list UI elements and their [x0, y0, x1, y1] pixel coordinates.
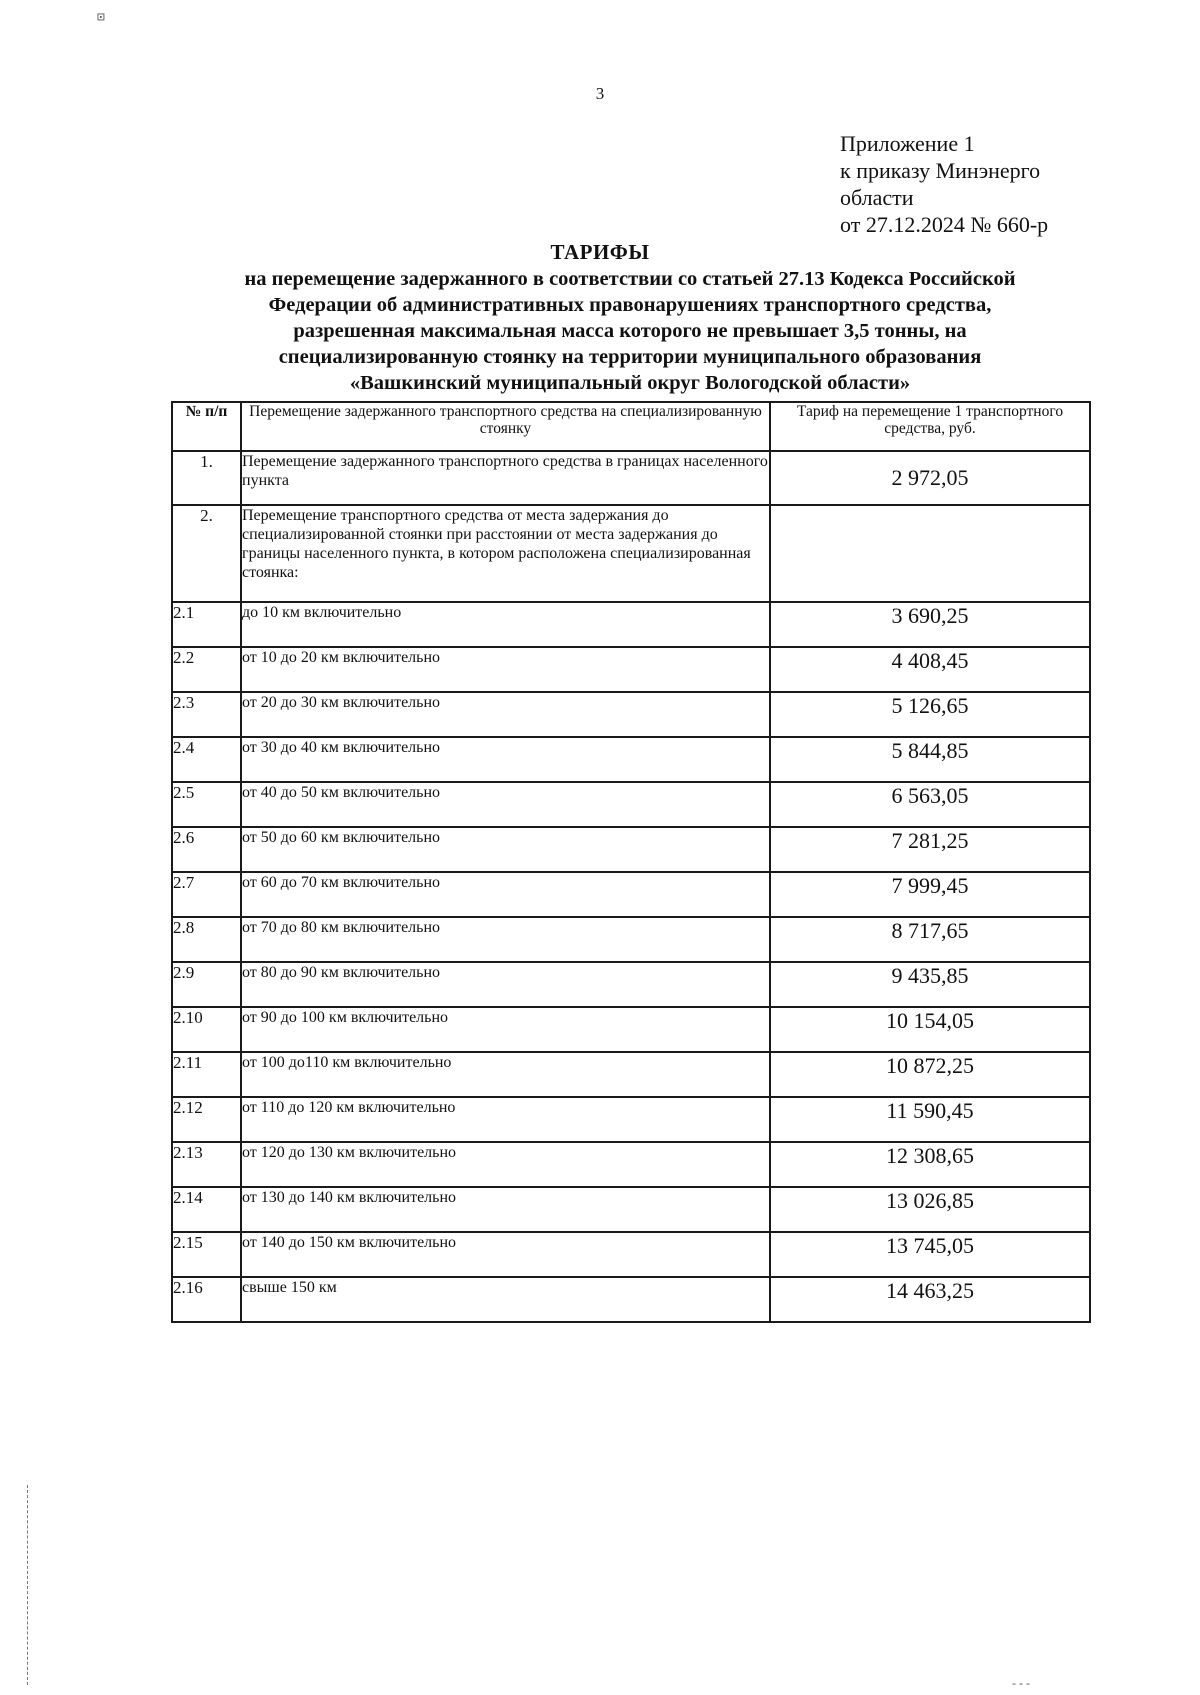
table-row [172, 1097, 1090, 1142]
table-row [172, 505, 1090, 602]
table-row [172, 692, 1090, 737]
row-number: 2.12 [172, 1097, 241, 1142]
appendix-line: к приказу Минэнерго [840, 158, 1041, 183]
row-price: 5 126,65 [770, 692, 1090, 737]
row-number: 2.1 [172, 602, 241, 647]
row-number: 2.10 [172, 1007, 241, 1052]
row-description: от 80 до 90 км включительно [241, 962, 770, 1007]
row-number: 1. [172, 451, 241, 505]
table-row [172, 1007, 1090, 1052]
row-price: 9 435,85 [770, 962, 1090, 1007]
row-description: от 60 до 70 км включительно [241, 872, 770, 917]
document-title: ТАРИФЫ [550, 240, 650, 264]
document-subtitle [150, 266, 1110, 396]
subtitle-line: Федерации об административных правонарушениях транспортного средства, [268, 294, 992, 316]
row-number: 2.5 [172, 782, 241, 827]
row-number: 2.2 [172, 647, 241, 692]
row-description: Перемещение задержанного транспортного средства в границах населенного пункта [241, 451, 770, 505]
table-row [172, 647, 1090, 692]
row-price: 14 463,25 [770, 1277, 1090, 1322]
subtitle-line: «Вашкинский муниципальный округ Вологодской области» [349, 372, 911, 394]
appendix-block [840, 130, 1048, 238]
table-header-row [172, 402, 1090, 451]
table-row [172, 602, 1090, 647]
row-price: 4 408,45 [770, 647, 1090, 692]
row-description: от 70 до 80 км включительно [241, 917, 770, 962]
row-number: 2.14 [172, 1187, 241, 1232]
table-row [172, 917, 1090, 962]
row-number: 2.6 [172, 827, 241, 872]
row-description: до 10 км включительно [241, 602, 770, 647]
row-price: 2 972,05 [770, 451, 1090, 505]
row-number: 2.13 [172, 1142, 241, 1187]
table-row [172, 451, 1090, 505]
appendix-line: Приложение 1 [840, 131, 975, 156]
row-price: 10 872,25 [770, 1052, 1090, 1097]
row-description: свыше 150 км [241, 1277, 770, 1322]
row-number: 2.9 [172, 962, 241, 1007]
table-row [172, 1142, 1090, 1187]
row-number: 2.3 [172, 692, 241, 737]
row-description: от 40 до 50 км включительно [241, 782, 770, 827]
row-description: от 30 до 40 км включительно [241, 737, 770, 782]
row-description: от 50 до 60 км включительно [241, 827, 770, 872]
row-number: 2.15 [172, 1232, 241, 1277]
row-description: от 130 до 140 км включительно [241, 1187, 770, 1232]
row-number: 2.4 [172, 737, 241, 782]
scan-corner-mark: ⊡ [97, 10, 105, 25]
table-row [172, 1052, 1090, 1097]
row-description: Перемещение транспортного средства от места задержания до специализированной стоянки при расстоянии от места задержания до границы населенного пункта, в котором расположена специализированная стоянка: [241, 505, 770, 602]
row-number: 2. [172, 505, 241, 602]
page-number: 3 [595, 84, 605, 103]
row-price: 8 717,65 [770, 917, 1090, 962]
row-number: 2.11 [172, 1052, 241, 1097]
row-price: 7 999,45 [770, 872, 1090, 917]
subtitle-line: специализированную стоянку на территории муниципального образования [278, 346, 982, 368]
row-description: от 90 до 100 км включительно [241, 1007, 770, 1052]
row-description: от 140 до 150 км включительно [241, 1232, 770, 1277]
row-price: 7 281,25 [770, 827, 1090, 872]
subtitle-line: на перемещение задержанного в соответствии со статьей 27.13 Кодекса Российской [244, 268, 1016, 290]
row-number: 2.16 [172, 1277, 241, 1322]
row-price: 11 590,45 [770, 1097, 1090, 1142]
header-price: Тариф на перемещение 1 транспортного средства, руб. [770, 402, 1090, 451]
subtitle-line: разрешенная максимальная масса которого не превышает 3,5 тонны, на [293, 320, 967, 342]
row-price: 13 026,85 [770, 1187, 1090, 1232]
row-price: 12 308,65 [770, 1142, 1090, 1187]
table-row [172, 1187, 1090, 1232]
row-price: 13 745,05 [770, 1232, 1090, 1277]
row-price: 10 154,05 [770, 1007, 1090, 1052]
row-number: 2.7 [172, 872, 241, 917]
table-row [172, 827, 1090, 872]
row-description: от 110 до 120 км включительно [241, 1097, 770, 1142]
scan-margin-line [27, 1485, 28, 1685]
row-price: 3 690,25 [770, 602, 1090, 647]
row-description: от 120 до 130 км включительно [241, 1142, 770, 1187]
scan-footer-mark: - - - [1012, 1676, 1030, 1690]
row-description: от 100 до110 км включительно [241, 1052, 770, 1097]
table-row [172, 737, 1090, 782]
table-row [172, 962, 1090, 1007]
appendix-line: от 27.12.2024 № 660-р [840, 212, 1049, 237]
header-description: Перемещение задержанного транспортного средства на специализированную стоянку [241, 402, 770, 451]
row-description: от 20 до 30 км включительно [241, 692, 770, 737]
table-row [172, 782, 1090, 827]
appendix-line: области [840, 185, 914, 210]
table-row [172, 1232, 1090, 1277]
row-number: 2.8 [172, 917, 241, 962]
row-description: от 10 до 20 км включительно [241, 647, 770, 692]
header-number: № п/п [172, 402, 241, 451]
row-price [770, 505, 1090, 602]
row-price: 6 563,05 [770, 782, 1090, 827]
table-row [172, 1277, 1090, 1322]
row-price: 5 844,85 [770, 737, 1090, 782]
tariff-table [171, 401, 1091, 1323]
table-row [172, 872, 1090, 917]
